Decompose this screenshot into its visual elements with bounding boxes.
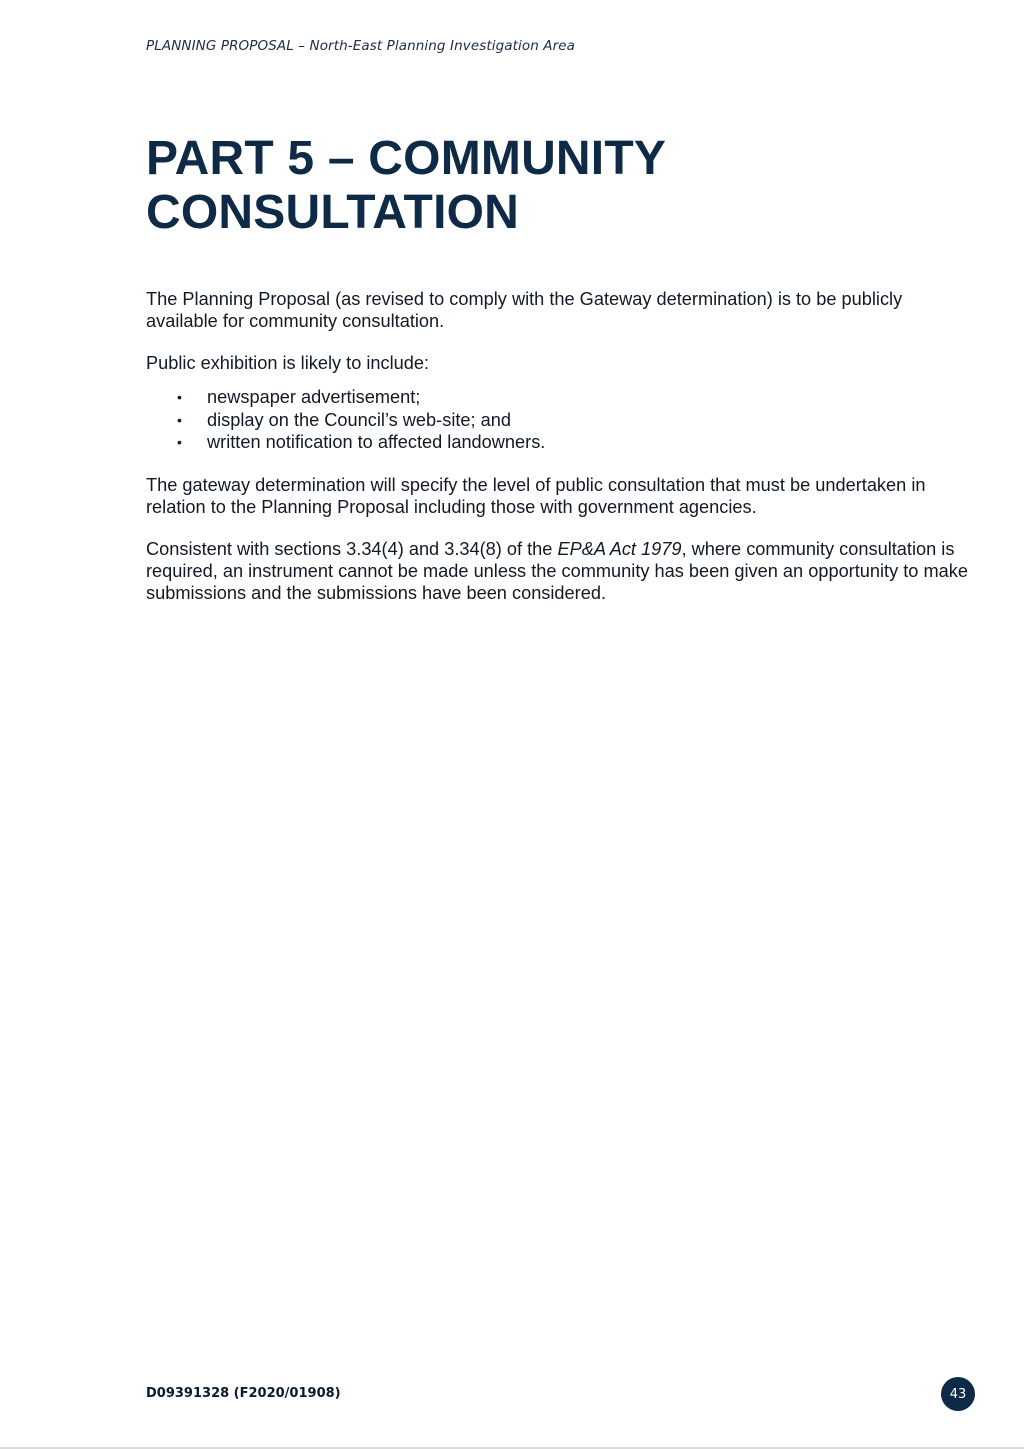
paragraph-consistency-end: , where community consultation is required, an instrument cannot be made unless the community has been given an opportunity to make submissions and the submissions have been considered. (146, 538, 968, 603)
list-item (146, 386, 976, 409)
paragraph-consistency-start: Consistent with sections 3.34(4) and 3.34(8) of the (146, 538, 558, 559)
list-item-text: newspaper advertisement; (207, 387, 421, 407)
running-header: PLANNING PROPOSAL – North-East Planning Investigation Area (146, 38, 576, 54)
paragraph-intro: The Planning Proposal (as revised to comply with the Gateway determination) is to be publicly available for community consultation. (146, 289, 903, 331)
body-content (146, 288, 976, 624)
page-number-badge (941, 1377, 975, 1411)
page-title (146, 132, 666, 240)
paragraph-gateway: The gateway determination will specify the level of public consultation that must be undertaken in relation to the Planning Proposal including those with government agencies. (146, 474, 926, 517)
list-item (146, 431, 976, 454)
page-title-line-1: PART 5 – COMMUNITY (146, 132, 667, 185)
bullet-icon: • (177, 389, 182, 405)
bullet-icon: • (177, 411, 182, 428)
paragraph-consistency (146, 538, 976, 604)
list-item-text: display on the Council’s web-site; and (207, 409, 511, 430)
paragraph-exhibition-lead: Public exhibition is likely to include: (146, 353, 430, 373)
list-item-text: written notification to affected landowners. (207, 432, 546, 452)
exhibition-bullet-list (146, 386, 976, 454)
bullet-icon: • (177, 434, 182, 450)
list-item (146, 409, 976, 432)
act-name: EP&A Act 1979 (557, 538, 682, 559)
page-title-line-2: CONSULTATION (146, 186, 520, 239)
page-number: 43 (949, 1386, 967, 1402)
document-reference: D09391328 (F2020/01908) (146, 1386, 341, 1401)
